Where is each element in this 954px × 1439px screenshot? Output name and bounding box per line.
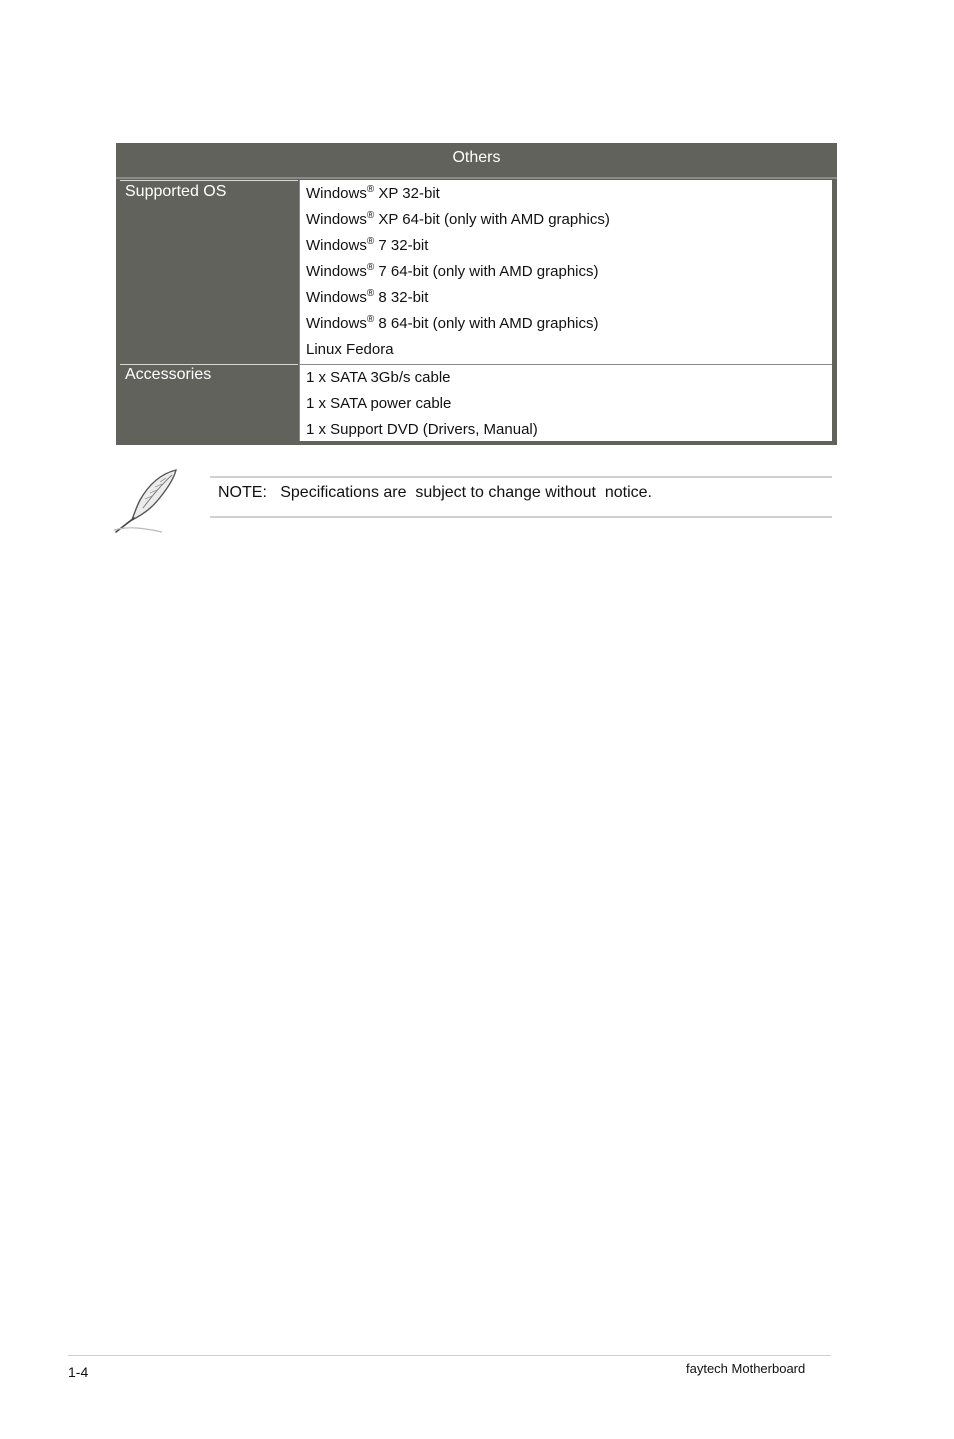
- label-divider: [120, 180, 298, 181]
- accessory-item: 1 x SATA 3Gb/s cable: [306, 369, 451, 386]
- os-item: Windows® 7 32-bit: [306, 236, 429, 254]
- os-item: Windows® XP 32-bit: [306, 184, 440, 202]
- note-text: NOTE: Specifications are subject to change without notice.: [218, 484, 652, 501]
- os-item: Windows® XP 64-bit (only with AMD graphics): [306, 210, 610, 228]
- specs-table: [116, 143, 837, 445]
- page-number: 1-4: [68, 1364, 89, 1380]
- note-bottom-rule: [210, 516, 832, 518]
- os-item: Linux Fedora: [306, 341, 394, 358]
- os-item: Windows® 7 64-bit (only with AMD graphics): [306, 262, 599, 280]
- header-divider: [116, 177, 837, 179]
- os-item: Windows® 8 32-bit: [306, 288, 429, 306]
- feather-pen-icon: [110, 466, 182, 536]
- footer-rule: [68, 1355, 831, 1356]
- os-item: Windows® 8 64-bit (only with AMD graphics): [306, 314, 599, 332]
- row-label-supported-os: Supported OS: [125, 183, 227, 200]
- row-values-accessories: [299, 365, 832, 441]
- accessory-item: 1 x SATA power cable: [306, 395, 452, 412]
- label-divider: [120, 364, 298, 365]
- row-values-supported-os: [299, 180, 832, 364]
- row-label-accessories: Accessories: [125, 366, 212, 383]
- note-top-rule: [210, 476, 832, 478]
- table-header: Others: [452, 149, 501, 166]
- accessory-item: 1 x Support DVD (Drivers, Manual): [306, 421, 538, 438]
- footer-brand: faytech Motherboard: [686, 1361, 806, 1376]
